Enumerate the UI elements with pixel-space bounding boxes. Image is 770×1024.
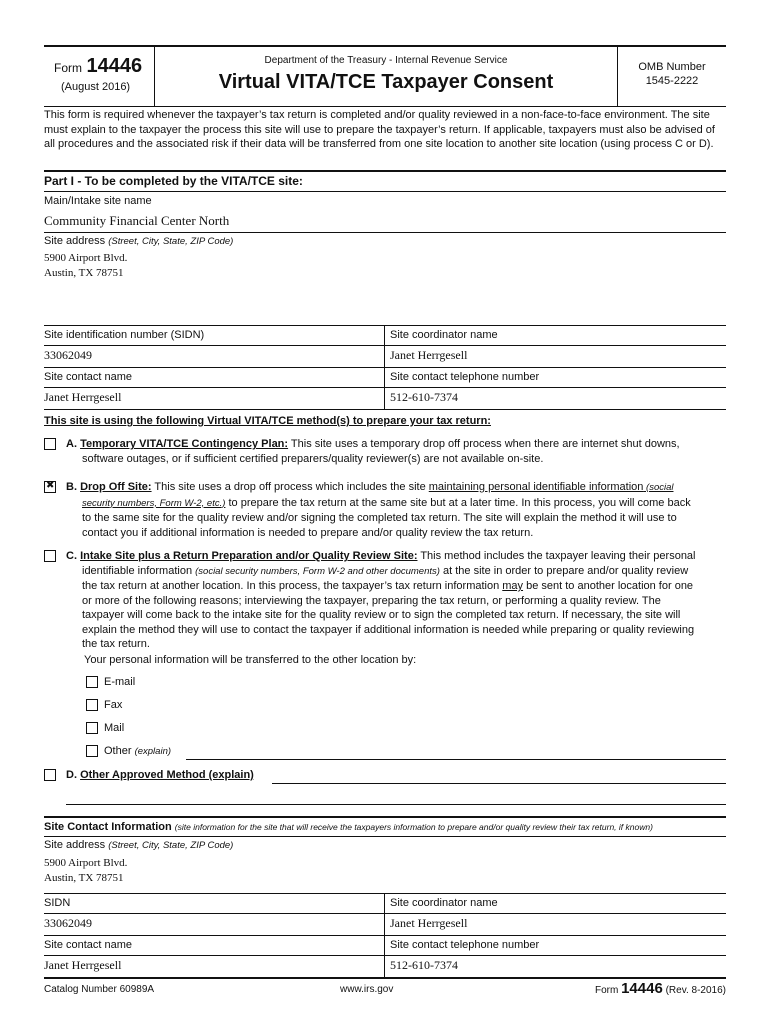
method-b-text1i: (social (643, 482, 674, 493)
department-name: Department of the Treasury - Internal Revenue Service (264, 55, 508, 66)
method-a-checkbox[interactable] (44, 438, 56, 450)
transfer-other-text: Other (104, 745, 132, 757)
transfer-email-label: E-mail (104, 676, 136, 688)
site-contact-heading (44, 821, 653, 833)
transfer-other-line[interactable] (186, 759, 726, 760)
method-b-text2: to prepare the tax return at the same site but at a later time. In this process, you will come back (225, 496, 691, 509)
sc-contact-name-value[interactable]: Janet Herrgesell (44, 958, 122, 972)
method-a-title: Temporary VITA/TCE Contingency Plan: (80, 438, 289, 450)
sc-address-hint: (Street, City, State, ZIP Code) (108, 840, 234, 851)
site-address-hint: (Street, City, State, ZIP Code) (108, 236, 234, 247)
method-a-letter: A. (66, 438, 77, 450)
method-c-text2b: at the site in order to prepare and/or quality review (439, 564, 689, 577)
contact-phone-value[interactable]: 512-610-7374 (390, 390, 458, 404)
method-c-text7: the tax return. (82, 638, 150, 650)
transfer-other-checkbox[interactable] (86, 745, 98, 757)
method-b-text (66, 480, 726, 540)
sc-address-line1[interactable]: 5900 Airport Blvd. (44, 857, 128, 869)
method-b-text3: to the same site for the quality review and/or signing the completed tax return. The site will explain the method it will use to (82, 512, 677, 524)
transfer-text: Your personal information will be transferred to the other location by: (84, 654, 417, 666)
form-word: Form (54, 61, 82, 75)
sc-sidn-value[interactable]: 33062049 (44, 916, 92, 930)
website: www.irs.gov (340, 984, 394, 995)
method-c-text5: taxpayer will come back to the intake site for the quality review or to sign the completed tax return. If necessary, the site will (82, 609, 681, 621)
sc-coordinator-label: Site coordinator name (390, 897, 498, 909)
method-c-checkbox[interactable] (44, 550, 56, 562)
method-d-line-2[interactable] (66, 804, 726, 805)
method-b-text2i: security numbers, Form W-2, etc.) (82, 497, 226, 509)
intro-paragraph: This form is required whenever the taxpayer’s tax return is completed and/or quality reviewed in a non-face-to-face environment. The site must explain to the taxpayer the process this site will use to prepare the taxpayer’s return. If applicable, taxpayers must also be advised of all procedures and the associated risk if their data will be transferred from one site location to another site location (using process C or D). (44, 109, 715, 150)
sc-contact-name-label: Site contact name (44, 939, 133, 951)
method-c-text3u: may (502, 580, 524, 592)
coordinator-value[interactable]: Janet Herrgesell (390, 348, 468, 362)
part1-heading: Part I - To be completed by the VITA/TCE site: (44, 174, 303, 188)
transfer-email-checkbox[interactable] (86, 676, 98, 688)
transfer-fax-label: Fax (104, 699, 123, 711)
method-c-text2a: identifiable information (82, 564, 196, 577)
transfer-fax-checkbox[interactable] (86, 699, 98, 711)
omb-number: 1545-2222 (645, 75, 699, 87)
method-a-text2: software outages, or if sufficient certified preparers/quality reviewer(s) are not available on-site. (82, 452, 544, 465)
method-c-text (66, 549, 726, 652)
sc-contact-phone-label: Site contact telephone number (390, 939, 540, 951)
main-site-label: Main/Intake site name (44, 195, 152, 207)
form-number-block (54, 55, 154, 78)
method-b-text1a: This site uses a drop off process which includes the site (151, 481, 429, 493)
method-d-line[interactable] (272, 783, 726, 784)
method-b-text4: contact you if additional information is needed to prepare and/or quality review the tax return. (82, 526, 534, 539)
method-c-text3a: the tax return at another location. In this process, the taxpayer’s tax return information (82, 580, 503, 592)
site-contact-hint: (site information for the site that will receive the taxpayers information to prepare and/or quality review their tax return, if known) (174, 822, 653, 832)
sidn-label: Site identification number (SIDN) (44, 329, 205, 341)
site-contact-title: Site Contact Information (44, 821, 172, 833)
catalog-number: Catalog Number 60989A (44, 984, 155, 995)
site-address-label (44, 235, 233, 247)
sc-coordinator-value[interactable]: Janet Herrgesell (390, 916, 468, 930)
transfer-other-hint: (explain) (134, 746, 172, 757)
footer-form-id (595, 980, 726, 997)
contact-phone-label: Site contact telephone number (390, 371, 540, 383)
method-b-text1u: maintaining personal identifiable information (428, 481, 644, 493)
methods-heading: This site is using the following Virtual VITA/TCE method(s) to prepare your tax return: (44, 415, 491, 427)
sc-address-line2[interactable]: Austin, TX 78751 (44, 872, 124, 884)
method-c-text6: explain the method they will use to contact the taxpayer if additional information is needed while preparing or quality reviewing (82, 623, 695, 636)
transfer-other-label (104, 744, 171, 760)
method-b-title: Drop Off Site: (80, 481, 152, 493)
contact-name-value[interactable]: Janet Herrgesell (44, 390, 122, 404)
method-d-checkbox[interactable] (44, 769, 56, 781)
method-c-text4: or more of the following reasons; interviewing the taxpayer, preparing the tax return, or performing a quality review. The (82, 594, 661, 607)
sc-sidn-label: SIDN (44, 897, 71, 909)
method-c-text1: This method includes the taxpayer leaving their personal (417, 550, 696, 562)
method-d-text (66, 768, 254, 783)
method-c-text2i: (social security numbers, Form W-2 and other documents) (195, 565, 440, 577)
method-d-letter: D. (66, 769, 77, 781)
sc-address-label-text: Site address (44, 839, 106, 851)
method-b-checkbox[interactable] (44, 481, 56, 493)
method-c-text3b: be sent to another location for one (523, 580, 694, 592)
sc-contact-phone-value[interactable]: 512-610-7374 (390, 958, 458, 972)
site-address-line2[interactable]: Austin, TX 78751 (44, 267, 124, 279)
form-date: (August 2016) (61, 81, 131, 93)
site-address-label-text: Site address (44, 235, 106, 247)
footer-form-word: Form (594, 985, 619, 996)
sc-address-label (44, 839, 233, 851)
coordinator-label: Site coordinator name (390, 329, 498, 341)
footer-form-number: 14446 (621, 980, 663, 997)
contact-name-label: Site contact name (44, 371, 133, 383)
method-d-title: Other Approved Method (explain) (80, 769, 254, 781)
site-address-line1[interactable]: 5900 Airport Blvd. (44, 252, 128, 264)
omb-label: OMB Number (638, 61, 706, 73)
footer-rev: (Rev. 8-2016) (665, 985, 726, 996)
sidn-value[interactable]: 33062049 (44, 348, 92, 362)
method-a-text (66, 437, 726, 466)
transfer-mail-label: Mail (104, 722, 125, 734)
form-title: Virtual VITA/TCE Taxpayer Consent (218, 71, 554, 93)
method-b-letter: B. (66, 481, 77, 493)
transfer-mail-checkbox[interactable] (86, 722, 98, 734)
method-c-title: Intake Site plus a Return Preparation and/or Quality Review Site: (80, 550, 418, 562)
form-number: 14446 (86, 55, 143, 77)
method-a-text1: This site uses a temporary drop off process when there are internet shut downs, (288, 438, 680, 450)
main-site-value[interactable]: Community Financial Center North (44, 213, 230, 228)
method-c-letter: C. (66, 550, 77, 562)
